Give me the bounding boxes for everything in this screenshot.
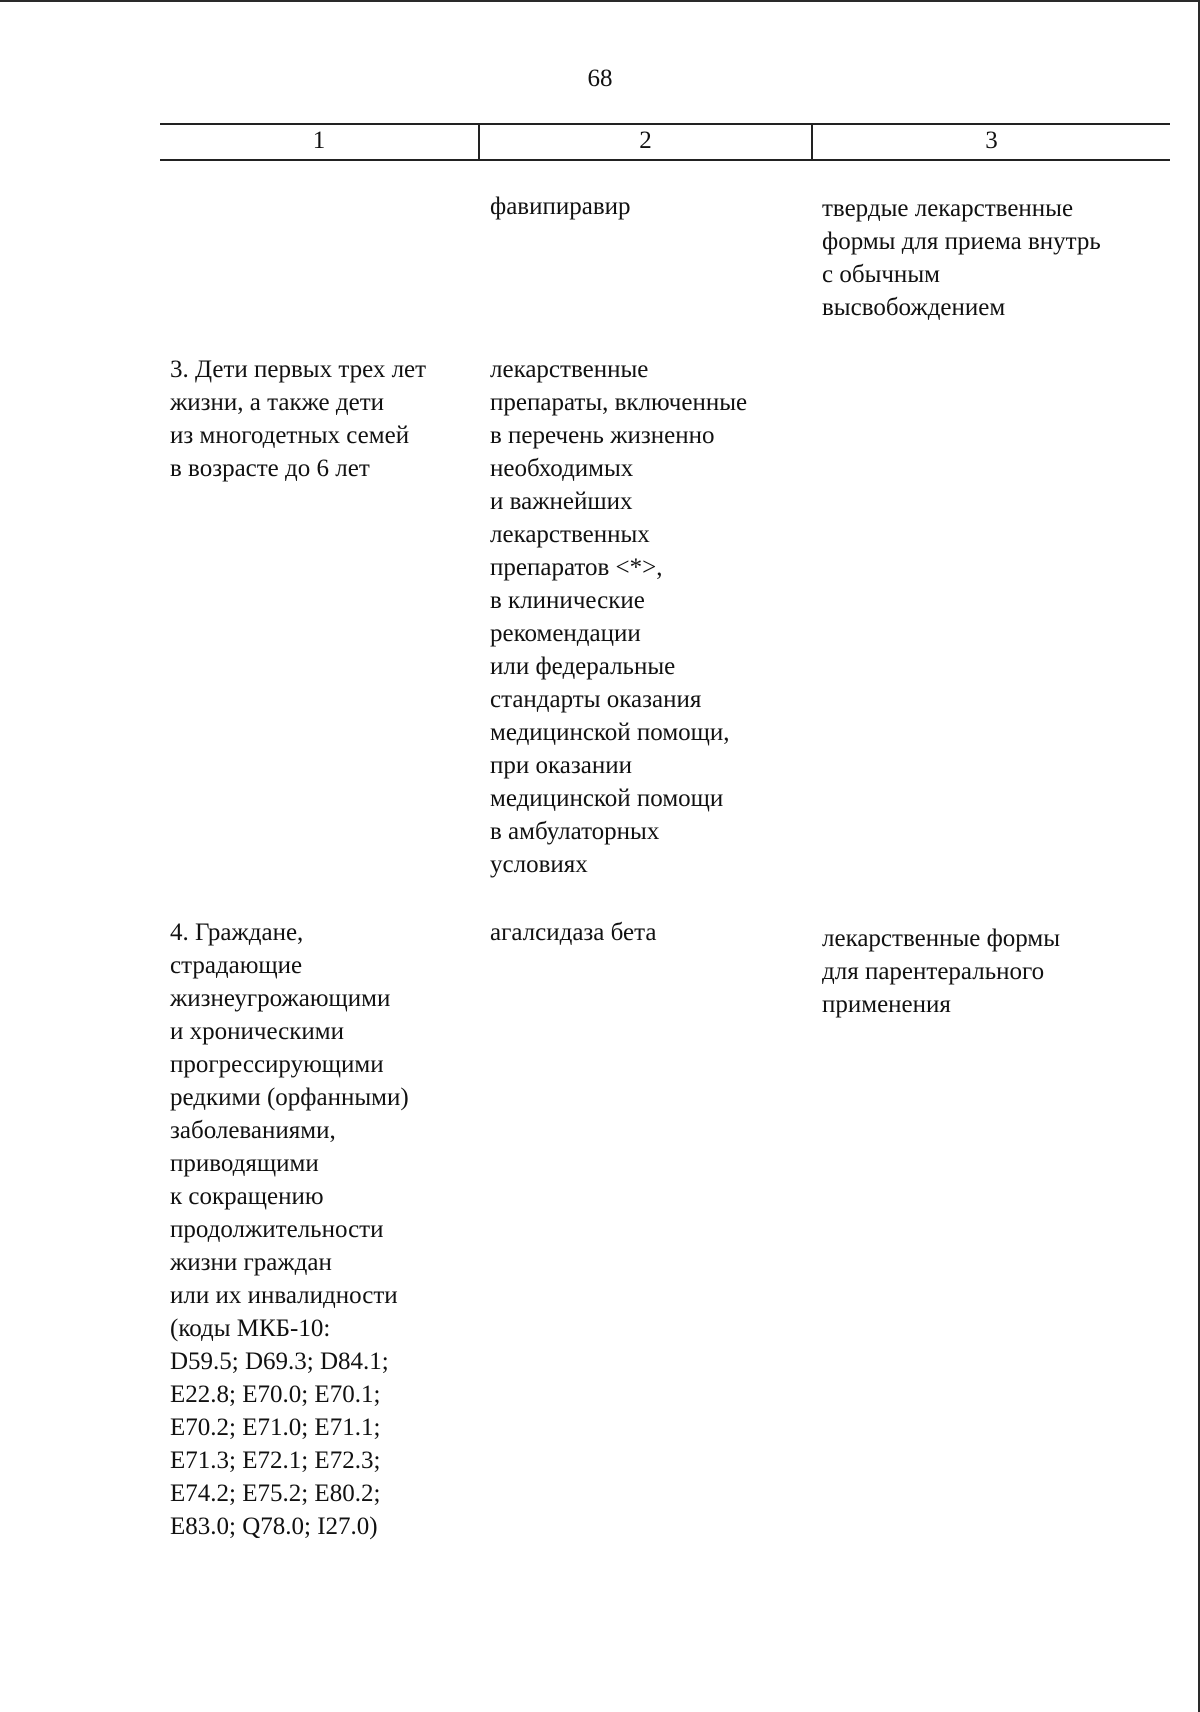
table-cell-form: твердые лекарственные формы для приема внутрь с обычным высвобождением xyxy=(822,195,1101,321)
table-cell-drug: агалсидаза бета xyxy=(490,919,657,946)
scan-edge-top xyxy=(0,0,1200,2)
table-cell-form: лекарственные формы для парентерального применения xyxy=(822,925,1061,1018)
header-rule-bottom xyxy=(160,159,1170,161)
table-cell-category: 3. Дети первых трех лет жизни, а также дети из многодетных семей в возрасте до 6 лет xyxy=(170,356,427,482)
table-cell-category: 4. Граждане, страдающие жизнеугрожающими и хроническими прогрессирующими редкими (орфанными) заболеваниями, приводящими к сокращению продолжительности жизни граждан или их инвалидности (коды МКБ-10: D59.5; D69.3; D84.1; E22.8; E70.0; E70.1; E70.2; E71.0; E71.1; E71.3; E72.1; E72.3; E74.2; E75.2; E80.2; E83.0; Q78.0; I27.0) xyxy=(170,919,409,1540)
table-cell-drug: фавипиравир xyxy=(490,193,631,220)
table-cell-drug: лекарственные препараты, включенные в перечень жизненно необходимых и важнейших лекарственных препаратов <*>, в клинические рекомендации или федеральные стандарты оказания медицинской помощи, при оказании медицинской помощи в амбулаторных условиях xyxy=(490,356,748,878)
page-number: 68 xyxy=(587,65,613,92)
column-header-1: 1 xyxy=(312,127,326,154)
column-header-3: 3 xyxy=(985,127,998,154)
column-header-2: 2 xyxy=(639,127,652,154)
